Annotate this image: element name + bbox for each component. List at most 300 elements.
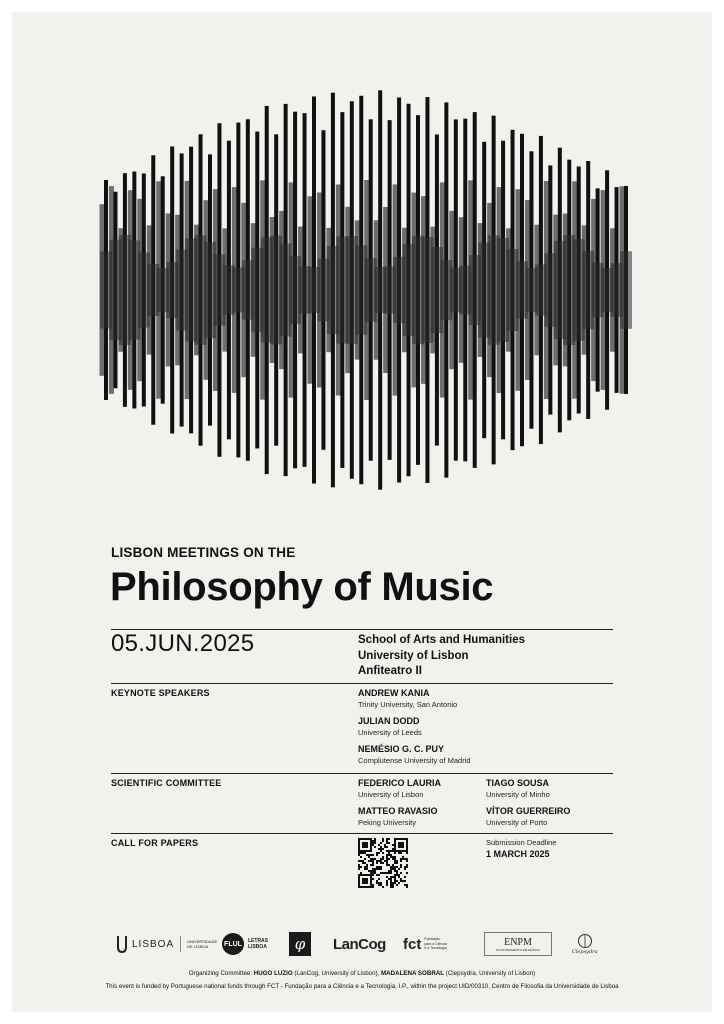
qr-module [390,880,392,882]
qr-module [374,842,376,844]
qr-module [386,876,388,878]
qr-module [372,878,374,880]
qr-module [360,838,362,840]
qr-module [394,844,396,846]
qr-module [372,858,374,860]
qr-module [362,880,364,882]
qr-module [366,880,368,882]
qr-module [404,876,406,878]
qr-module [372,868,374,870]
qr-module [370,876,372,878]
fct-wordmark: fct [403,935,422,953]
speaker [358,716,422,737]
qr-module [378,852,380,854]
qr-module [386,858,388,860]
qr-module [364,850,366,852]
member-name: MATTEO RAVASIO [358,806,438,816]
qr-module [390,882,392,884]
qr-module [404,866,406,868]
qr-module [382,852,384,854]
committee-member [486,778,550,799]
qr-module [358,842,360,844]
qr-module [400,878,402,880]
qr-module [380,882,382,884]
qr-module [362,886,364,888]
qr-module [386,860,388,862]
qr-module [362,860,364,862]
qr-module [376,874,378,876]
qr-module [362,838,364,840]
qr-module [358,882,360,884]
qr-module [400,864,402,866]
qr-module [360,872,362,874]
qr-module [400,858,402,860]
qr-module [366,846,368,848]
qr-module [370,848,372,850]
qr-module [392,882,394,884]
qr-module [380,872,382,874]
qr-module [366,878,368,880]
qr-module [382,856,384,858]
qr-module [370,880,372,882]
qr-module [380,860,382,862]
qr-module [370,884,372,886]
qr-module [402,850,404,852]
qr-module [360,874,362,876]
qr-module [366,864,368,866]
committee-member [358,806,438,827]
deadline-label: Submission Deadline [486,838,557,847]
qr-module [370,842,372,844]
qr-module [358,846,360,848]
org-affiliation: (LanCog, University of Lisbon), [292,970,382,977]
qr-module [402,846,404,848]
qr-module [372,874,374,876]
qr-module [366,842,368,844]
qr-module [360,866,362,868]
divider [111,773,613,774]
qr-module [404,880,406,882]
qr-module [370,878,372,880]
qr-module [394,862,396,864]
qr-module [372,862,374,864]
qr-module [378,884,380,886]
qr-module [400,860,402,862]
qr-module [380,866,382,868]
org-affiliation: (Clepsydra, University of Lisbon) [444,970,536,977]
qr-module [404,884,406,886]
qr-module [376,880,378,882]
member-affiliation: University of Porto [486,818,548,827]
letras-text: LISBOA [248,944,267,950]
qr-module [406,842,408,844]
qr-module [386,850,388,852]
qr-module [358,860,360,862]
qr-module [362,874,364,876]
qr-module [392,858,394,860]
venue-line: School of Arts and Humanities [358,634,525,646]
qr-module [406,860,408,862]
speaker [358,744,471,765]
qr-module [378,844,380,846]
qr-module [384,872,386,874]
qr-module [358,886,360,888]
qr-module [376,862,378,864]
qr-module [382,886,384,888]
qr-module [392,876,394,878]
committee-member [486,806,570,827]
qr-module [372,840,374,842]
speaker [358,688,457,709]
deadline-date: 1 MARCH 2025 [486,849,550,859]
qr-module [358,866,360,868]
qr-module [394,856,396,858]
qr-module [406,840,408,842]
qr-module [394,846,396,848]
qr-module [404,850,406,852]
speaker-name: JULIAN DODD [358,716,420,726]
qr-module [358,844,360,846]
qr-module [362,862,364,864]
qr-module [368,886,370,888]
qr-module [394,850,396,852]
qr-module [392,866,394,868]
fct-logo [403,930,447,958]
qr-module [406,848,408,850]
qr-module [382,862,384,864]
qr-module [406,850,408,852]
qr-module [368,850,370,852]
qr-module [386,880,388,882]
qr-module [392,850,394,852]
qr-module [378,848,380,850]
qr-module [364,880,366,882]
qr-module [396,860,398,862]
qr-module [406,858,408,860]
org-name: HUGO LUZIO [253,970,293,977]
qr-module [374,870,376,872]
qr-module [372,886,374,888]
qr-module [364,866,366,868]
qr-module [386,862,388,864]
qr-module [402,842,404,844]
qr-module [364,886,366,888]
qr-module [372,870,374,872]
qr-module [396,866,398,868]
qr-module [390,870,392,872]
qr-module [394,870,396,872]
qr-module [364,858,366,860]
qr-module [372,842,374,844]
qr-module [394,842,396,844]
venue [358,633,525,680]
qr-module [388,872,390,874]
qr-module [370,840,372,842]
qr-module [382,848,384,850]
flul-mark: FLUL [222,933,244,955]
enpm-sub: DOUTORAMENTO EM MÚSICA [496,947,540,952]
qr-module [396,850,398,852]
qr-module [406,838,408,840]
qr-module [370,854,372,856]
qr-module [394,866,396,868]
qr-module [364,846,366,848]
qr-module [360,852,362,854]
qr-module [386,864,388,866]
qr-module [390,868,392,870]
qr-module [364,838,366,840]
qr-module [366,854,368,856]
qr-module [376,860,378,862]
qr-module [374,838,376,840]
event-date: 05.JUN.2025 [111,630,255,657]
qr-module [368,874,370,876]
qr-module [386,856,388,858]
qr-module [370,882,372,884]
qr-module [378,868,380,870]
qr-module [364,874,366,876]
qr-code[interactable] [358,838,408,888]
speaker-name: ANDREW KANIA [358,688,430,698]
qr-module [406,872,408,874]
qr-module [400,866,402,868]
qr-module [380,868,382,870]
qr-module [398,852,400,854]
qr-module [396,874,398,876]
qr-module [370,872,372,874]
qr-module [394,880,396,882]
qr-module [396,870,398,872]
qr-module [394,852,396,854]
qr-module [358,850,360,852]
lisboa-wordmark: LISBOA [132,938,175,950]
qr-module [364,868,366,870]
qr-module [392,856,394,858]
clepsydra-logo [572,930,598,958]
qr-module [358,838,360,840]
qr-module [386,872,388,874]
divider [111,683,613,684]
qr-module [358,864,360,866]
qr-module [388,854,390,856]
qr-module [376,866,378,868]
qr-module [406,864,408,866]
funding-note: This event is funded by Portuguese national funds through FCT - Fundação para a Ciência e a Tecnologia, I.P., within the project UID/00310, Centro de Filosofia da Universidade de Lisboa [105,983,619,990]
qr-module [372,844,374,846]
qr-module [372,872,374,874]
qr-module [400,838,402,840]
qr-module [396,884,398,886]
qr-module [360,860,362,862]
qr-module [388,870,390,872]
qr-module [360,856,362,858]
qr-module [388,842,390,844]
qr-module [378,874,380,876]
qr-module [366,882,368,884]
qr-module [380,884,382,886]
qr-module [376,852,378,854]
qr-module [362,882,364,884]
qr-module [358,876,360,878]
keynote-heading: KEYNOTE SPEAKERS [111,688,210,698]
qr-module [380,842,382,844]
qr-module [376,882,378,884]
qr-module [378,860,380,862]
qr-module [390,872,392,874]
clepsydra-wordmark: Clepsydra [572,949,598,955]
member-name: TIAGO SOUSA [486,778,550,788]
qr-module [406,844,408,846]
qr-module [400,846,402,848]
qr-module [382,838,384,840]
qr-module [388,878,390,880]
qr-module [368,854,370,856]
qr-module [380,848,382,850]
qr-module [396,838,398,840]
qr-module [406,886,408,888]
qr-module [370,870,372,872]
qr-module [398,850,400,852]
qr-module [386,854,388,856]
qr-module [380,858,382,860]
qr-module [378,878,380,880]
qr-module [374,840,376,842]
qr-module [364,842,366,844]
qr-module [394,858,396,860]
qr-module [404,868,406,870]
qr-module [358,852,360,854]
qr-module [374,868,376,870]
qr-module [358,878,360,880]
qr-module [390,876,392,878]
qr-module [400,850,402,852]
qr-module [362,852,364,854]
submission-deadline [486,838,556,859]
qr-module [370,874,372,876]
qr-module [394,878,396,880]
member-name: FEDERICO LAURIA [358,778,441,788]
qr-module [370,864,372,866]
member-affiliation: University of Lisbon [358,790,424,799]
qr-module [358,854,360,856]
qr-module [394,882,396,884]
qr-module [386,842,388,844]
fct-sub: para a Ciência [424,941,447,946]
qr-module [392,884,394,886]
qr-module [358,874,360,876]
qr-module [406,866,408,868]
member-affiliation: Peking University [358,818,416,827]
qr-module [398,876,400,878]
qr-module [364,844,366,846]
qr-module [390,884,392,886]
qr-module [390,854,392,856]
qr-module [376,854,378,856]
member-name: VÍTOR GUERREIRO [486,806,571,816]
qr-module [402,838,404,840]
qr-module [390,856,392,858]
qr-module [398,842,400,844]
lancog-wordmark: LanCog [333,935,386,953]
qr-module [388,850,390,852]
committee-heading: SCIENTIFIC COMMITTEE [111,778,222,788]
qr-module [402,844,404,846]
cfp-heading: CALL FOR PAPERS [111,838,199,848]
qr-module [370,886,372,888]
letras-text: LETRAS [248,938,268,944]
qr-module [392,848,394,850]
qr-module [384,846,386,848]
member-affiliation: University of Minho [486,790,550,799]
org-label: Organizing Committee: [188,970,254,977]
qr-module [358,848,360,850]
qr-module [392,868,394,870]
qr-module [406,846,408,848]
qr-module [396,872,398,874]
speaker-affiliation: Trinity University, San Antonio [358,700,458,709]
qr-module [386,840,388,842]
qr-module [394,876,396,878]
qr-module [398,882,400,884]
qr-module [392,864,394,866]
qr-module [386,838,388,840]
qr-module [366,850,368,852]
qr-module [390,866,392,868]
event-title: Philosophy of Music [110,565,494,609]
qr-module [388,864,390,866]
qr-module [368,870,370,872]
qr-module [390,886,392,888]
committee-member [358,778,441,799]
qr-module [358,868,360,870]
qr-module [374,858,376,860]
fct-sub: e a Tecnologia [424,946,447,951]
qr-module [360,850,362,852]
qr-module [372,860,374,862]
qr-module [368,838,370,840]
qr-module [384,860,386,862]
qr-module [404,838,406,840]
wave-core [620,251,632,329]
org-name: MADALENA SOBRAL [381,970,445,977]
qr-module [398,868,400,870]
qr-module [358,880,360,882]
qr-module [360,886,362,888]
qr-module [398,846,400,848]
qr-module [386,846,388,848]
qr-module [366,844,368,846]
qr-module [398,874,400,876]
qr-module [402,858,404,860]
qr-module [406,884,408,886]
qr-module [382,840,384,842]
qr-module [366,868,368,870]
speaker-affiliation: University of Leeds [358,728,422,737]
qr-module [370,846,372,848]
qr-module [400,872,402,874]
qr-module [388,858,390,860]
qr-module [370,858,372,860]
venue-line: Anfiteatro II [358,665,422,677]
qr-module [372,854,374,856]
qr-module [386,882,388,884]
qr-module [392,844,394,846]
qr-module [392,886,394,888]
qr-module [394,874,396,876]
lisboa-sub: UNIVERSIDADE [187,939,218,944]
enpm-logo [484,930,552,958]
ulisboa-logo [116,930,217,958]
